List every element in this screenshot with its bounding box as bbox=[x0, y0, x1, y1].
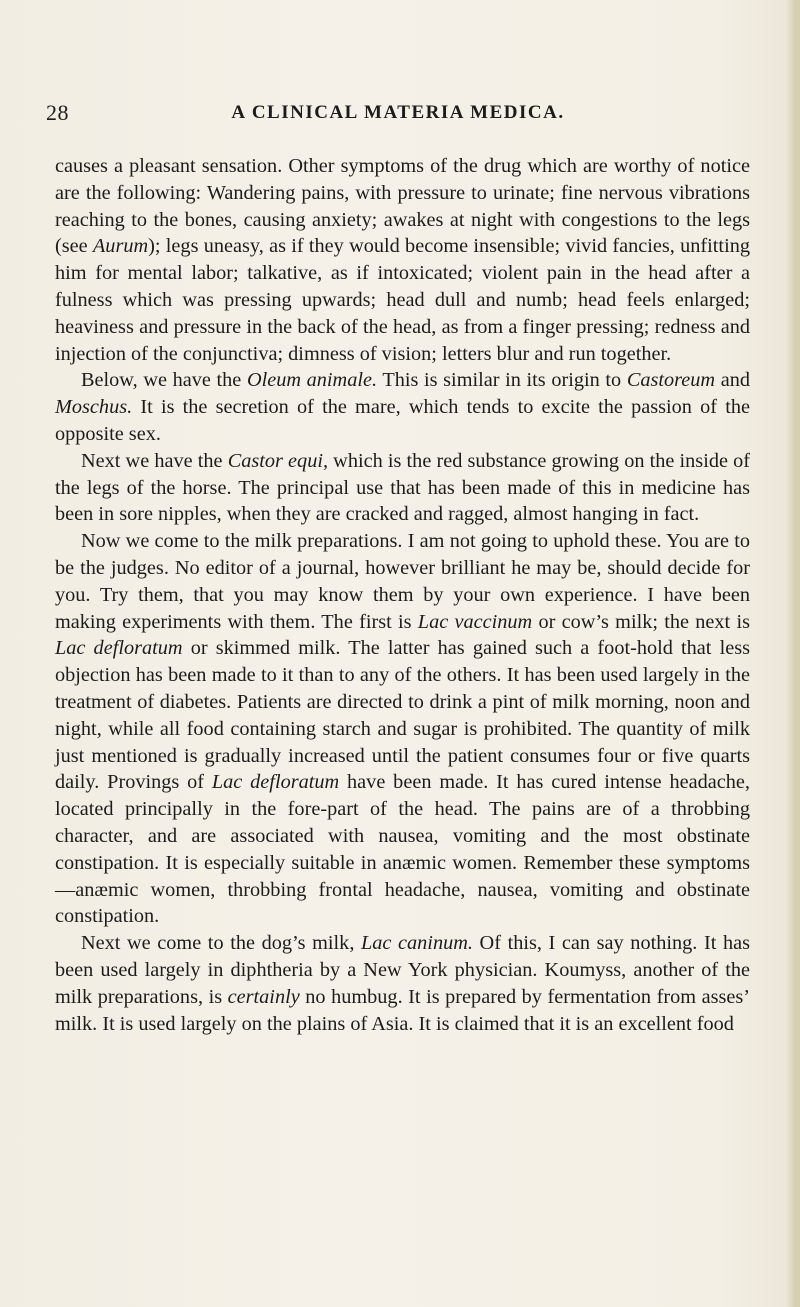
paragraph bbox=[55, 448, 750, 528]
italic-term: Castoreum bbox=[626, 369, 716, 392]
text-run: or cow’s milk; the next is bbox=[532, 610, 750, 633]
text-run: Next we come to the dog’s milk, bbox=[81, 932, 361, 955]
italic-term: Lac caninum. bbox=[361, 932, 473, 955]
italic-term: Lac defloratum bbox=[55, 637, 183, 660]
text-run: causes a pleasant sensation. Other symptoms of the drug which are worthy of notice are the following: Wandering pains, with pressure to urinate; fine nervous vibrations reaching to the bones, causing anxiety; awakes at night with congestions to the legs (see bbox=[55, 155, 750, 258]
italic-term: Lac vaccinum bbox=[417, 610, 533, 633]
text-run: This is similar in its origin to bbox=[377, 369, 627, 392]
paragraph bbox=[55, 153, 750, 367]
paragraph bbox=[55, 528, 750, 930]
page-header bbox=[46, 100, 750, 134]
text-run: Below, we have the bbox=[81, 369, 247, 392]
italic-term: Castor equi, bbox=[227, 449, 329, 472]
text-run: have been made. It has cured intense headache, located principally in the fore-part of the head. The pains are of a throbbing character, and are associated with nausea, vomiting and the most obstinate constipation. It is especially suitable in anæmic women. Remember these symptoms—anæmic women, throbbing frontal headache, nausea, vomiting and obstinate constipation. bbox=[55, 771, 750, 928]
italic-term: Moschus. bbox=[55, 396, 133, 419]
text-run: which is the red substance growing on the inside of the legs of the horse. The principal use that has been made of this in medicine has been in sore nipples, when they are cracked and ragged, almost hanging in fact. bbox=[55, 449, 751, 526]
text-run: ); legs uneasy, as if they would become insensible; vivid fancies, unfitting him for mental labor; talkative, as if intoxicated; violent pain in the head after a fulness which was pressing upwards; head dull and numb; head feels enlarged; heaviness and pressure in the back of the head, as from a finger pressing; redness and injection of the conjunctiva; dimness of vision; letters blur and run together. bbox=[55, 235, 750, 365]
page-number: 28 bbox=[46, 100, 69, 125]
text-run: Of this, I can say nothing. It has been used largely in diphtheria by a New York physician. Koumyss, another of the milk preparations, is bbox=[55, 932, 750, 1008]
page-edge bbox=[786, 0, 800, 1307]
body-text bbox=[55, 153, 750, 1037]
running-head: A CLINICAL MATERIA MEDICA. bbox=[231, 102, 565, 123]
italic-term: Lac defloratum bbox=[211, 771, 340, 794]
text-run: and bbox=[715, 369, 750, 392]
italic-term: Aurum bbox=[92, 235, 149, 258]
text-run: no humbug. It is prepared by fermentation from asses’ milk. It is used largely on the plains of Asia. It is claimed that it is an excellent food bbox=[55, 985, 750, 1035]
text-run: Next we have the bbox=[81, 449, 228, 472]
italic-term: Oleum animale. bbox=[246, 369, 378, 392]
paragraph bbox=[55, 367, 750, 447]
italic-term: certainly bbox=[227, 985, 300, 1008]
text-run: or skimmed milk. The latter has gained such a foot-hold that less objection has been made to it than to any of the others. It has been used largely in the treatment of diabetes. Patients are directed to drink a pint of milk morning, noon and night, while all food containing starch and sugar is prohibited. The quantity of milk just mentioned is gradually increased until the patient consumes four or five quarts daily. Provings of bbox=[55, 637, 750, 794]
paragraph bbox=[55, 930, 750, 1037]
text-run: It is the secretion of the mare, which tends to excite the passion of the opposite sex. bbox=[55, 396, 750, 445]
text-run: Now we come to the milk preparations. I am not going to uphold these. You are to be the judges. No editor of a journal, however brilliant he may be, should decide for you. Try them, that you may know them by your own experience. I have been making experiments with them. The first is bbox=[55, 530, 750, 633]
